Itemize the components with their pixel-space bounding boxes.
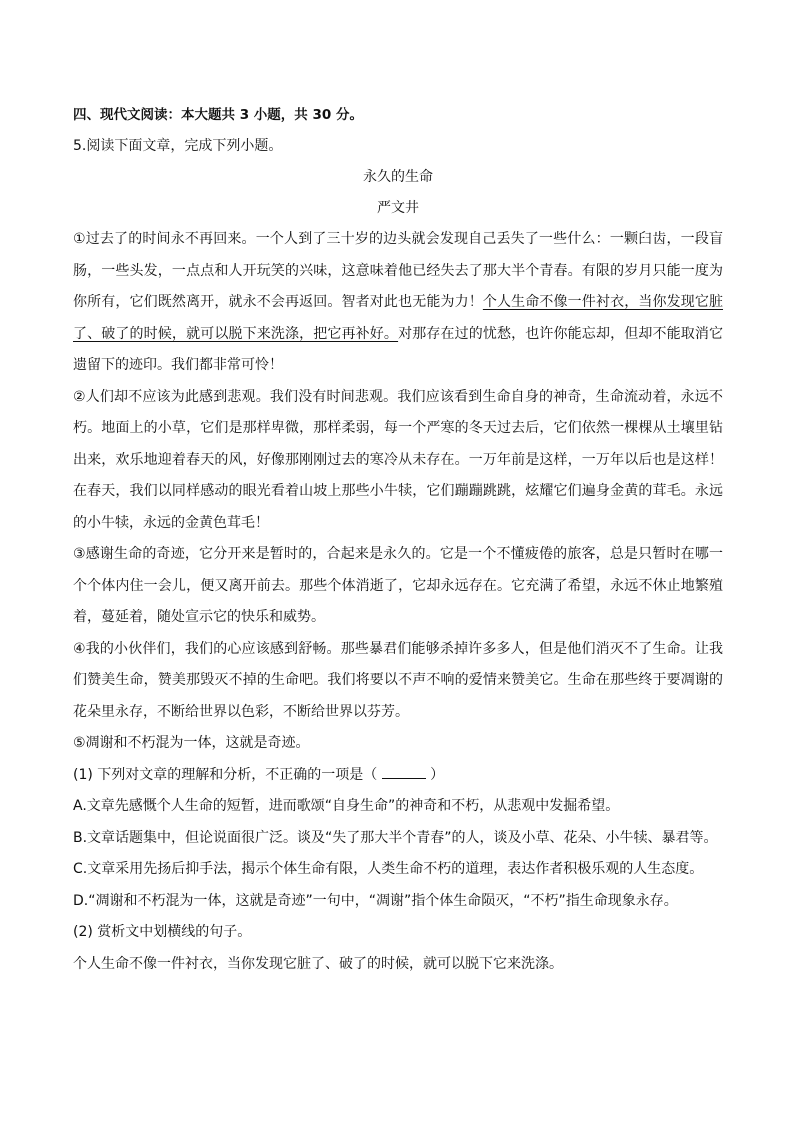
article-paragraph-4: ④我的小伙伴们，我们的心应该感到舒畅。那些暴君们能够杀掉许多多人，但是他们消灭不了生命。让我们赞美生命，赞美那毁灭不掉的生命吧。我们将要以不声不响的爱情来赞美它。生命在那些终于要凋谢的花朵里永存，不断给世界以色彩，不断给世界以芬芳。	[73, 640, 723, 720]
question-2-stem: (2) 赏析文中划横线的句子。	[73, 924, 252, 940]
article-paragraph-3: ③感谢生命的奇迹，它分开来是暂时的，合起来是永久的。它是一个不懂疲倦的旅客，总是只暂时在哪一个个体内住一会儿，便又离开前去。那些个体消逝了，它却永远存在。它充满了希望，永远不休止地繁殖着，蔓延着，随处宣示它的快乐和威势。	[73, 546, 723, 625]
article-title: 永久的生命	[363, 169, 433, 185]
article-author: 严文井	[377, 200, 419, 216]
q1-stem-close: ）	[425, 766, 445, 783]
question-2-quote: 个人生命不像一件衬衣，当你发现它脏了、破了的时候，就可以脱下它来洗涤。	[73, 955, 563, 972]
q1-stem-text: (1) 下列对文章的理解和分析，不正确的一项是（	[73, 766, 382, 783]
option-a: A.文章先感慨个人生命的短暂，进而歌颂“自身生命”的神奇和不朽，从悲观中发掘希望。	[73, 798, 620, 814]
option-b: B.文章话题集中，但论说面很广泛。谈及“失了那大半个青春”的人，谈及小草、花朵、小牛犊、暴君等。	[73, 829, 718, 846]
question-intro: 5.阅读下面文章，完成下列小题。	[73, 138, 283, 154]
section-heading: 四、现代文阅读：本大题共 3 小题，共 30 分。	[73, 107, 363, 123]
article-paragraph-2: ②人们却不应该为此感到悲观。我们没有时间悲观。我们应该看到生命自身的神奇，生命流动着，永远不朽。地面上的小草，它们是那样卑微，那样柔弱，每一个严寒的冬天过去后，它们依然一棵棵从土壤里钻出来，欢乐地迎着春天的风，好像那刚刚过去的寒冷从未存在。一万年前是这样，一万年以后也是这样！在春天，我们以同样感动的眼光看着山坡上那些小牛犊，它们蹦蹦跳跳，炫耀它们遍身金黄的茸毛。永远的小牛犊，永远的金黄色茸毛！	[73, 388, 723, 531]
option-c: C.文章采用先扬后抑手法，揭示个体生命有限，人类生命不朽的道理，表达作者积极乐观的人生态度。	[73, 861, 704, 877]
underlined-sentence: 个人生命不像一件衬衣，当你发现它脏了、破了的时候，就可以脱下来洗涤，把它再补好。	[73, 294, 724, 342]
question-1-stem	[73, 760, 723, 792]
article-paragraph-5: ⑤凋谢和不朽混为一体，这就是奇迹。	[73, 735, 310, 751]
article-paragraph-1	[73, 224, 723, 382]
option-d: D.“凋谢和不朽混为一体，这就是奇迹”一句中，“凋谢”指个体生命陨灭，“不朽”指生命现象永存。	[73, 892, 678, 909]
exam-page	[73, 100, 723, 980]
p1-text-before: ①过去了的时间永不再回来。一个人到了三十岁的边头就会发现自己丢失了一些什么：一颗臼齿，一段盲肠，一些头发，一点点和人开玩笑的兴味，这意味着他已经失去了那大半个青春。有限的岁月只能一度为你所有，它们既然离开，就永不会再返回。智者对此也无能为力！	[73, 231, 723, 310]
answer-blank[interactable]	[382, 764, 426, 779]
p1-text-after: 对那存在过的忧愁，也许你能忘却，但却不能取消它遗留下的迹印。我们都非常可怜！	[73, 325, 724, 373]
